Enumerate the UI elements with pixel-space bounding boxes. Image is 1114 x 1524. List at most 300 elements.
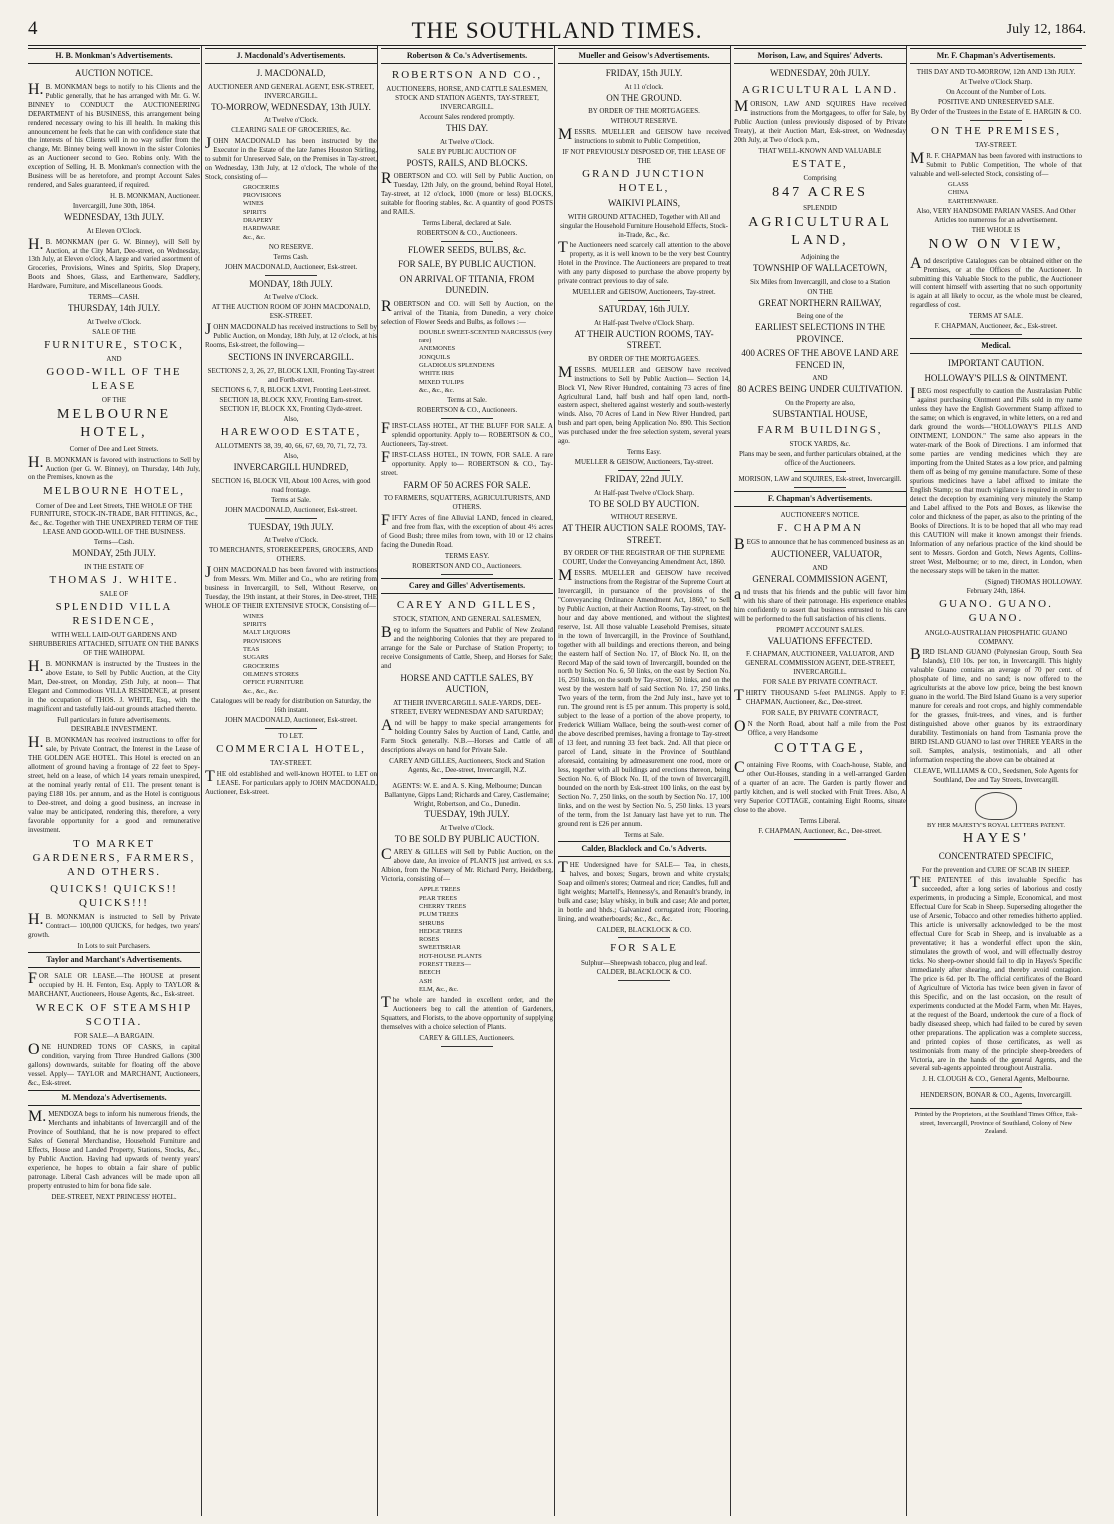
ad-line: ALLOTMENTS 38, 39, 40, 66, 67, 69, 70, 71, 72, 73.	[215, 442, 367, 451]
ad-heading: ON ARRIVAL OF TITANIA, FROM DUNEDIN.	[399, 273, 535, 296]
ad-line: SECTION 18, BLOCK XXV, Fronting Earn-street.	[219, 395, 363, 404]
list-item: GROCERIES	[243, 662, 280, 670]
ad-body: Beg to inform the Squatters and Public of New Zealand and the neighboring Colonies that they are prepared to arrange for the Sale or Purchase of Station Property; to receive Consignments of Cattle, Sheep, and Horses for Sale; and	[381, 624, 553, 670]
ad-line: At Half-past Twelve o'Clock Sharp.	[594, 488, 694, 497]
ad-line: In Lots to suit Purchasers.	[77, 942, 151, 951]
ad-line: SECTION 16, BLOCK VII, About 100 Acres, with good road frontage.	[211, 476, 371, 494]
ad-headline: HAREWOOD ESTATE,	[220, 426, 362, 439]
ad-headline: ROBERTSON AND CO.,	[391, 69, 543, 82]
ad-heading: TUESDAY, 19th JULY.	[424, 809, 510, 820]
ad-heading: SECTIONS IN INVERCARGILL.	[228, 352, 354, 363]
ad-heading: AT THEIR AUCTION ROOMS, TAY-STREET.	[574, 328, 714, 351]
ad-line: AUCTIONEER'S NOTICE.	[780, 511, 860, 520]
ad-heading: EARLIEST SELECTIONS IN THE PROVINCE.	[755, 322, 885, 344]
ad-heading: CONCENTRATED SPECIFIC,	[938, 850, 1054, 861]
item-list	[419, 329, 553, 396]
ad-body: MESSRS. MUELLER and GEISOW have received instructions from the Registrar of the Supreme Court at Invercargill, in pursuance of the provisions of the "Conveyancing Ordinance Amendment Act, 1860," to Sell by Public Auction, at their Auction Rooms, Tay-street, on the hour and day above mentioned, and without the slightest reserve, 1st. All those valuable Leasehold Premises, situate in the town of Invercargill, in the Province of Southland, together with all buildings and erections thereon, and being the eastern half of Section No. 17, of Block No. II, on the Record Map of the said town of Invercargill, bounded on the north by Section No. 6, 50 links, on the east by Section No. 16, 250 links, on the south by Tay-street, 50 links, and on the west by the western half of said Section No. 17, 250 links. Two years of the term, from the 2nd July inst., have yet to run. The ground rent is £5 per annum. This property is sold, subject to the lease of a portion of the above property, to Frederick William Wallace, being the south-west corner of the above described premises, having a frontage to Tay-street of 13 feet, and running 33 feet back. 2nd. All that piece or parcel of Land, situate in the Province of Southland aforesaid, containing by admeasurement one rood, more or less, together with all buildings and erections thereon, being Section No. 6, of Block No. II, of the town of Invercargill, bounded on the north by Esk-street 100 links, on the east by Section No. 7, 250 links, on the south by Section No. 17, 100 links, and on the west by Section No. 5, 250 links. 13 years of the term, from the 1st January last have yet to run. The ground rent is £26 per annum.	[558, 567, 730, 828]
ad-heading: HORSE AND CATTLE SALES, BY AUCTION,	[400, 672, 534, 695]
ad-heading: FOR SALE, BY PUBLIC AUCTION.	[398, 259, 536, 270]
section-header: Mr. F. Chapman's Advertisements.	[910, 48, 1082, 64]
ad-body: H.B. MONKMAN begs to notify to his Clients and the Public generally, that he has arranged with Mr. G. W. BINNEY to CONDUCT the AUCTIONEERING DEPARTMENT of his BUSINESS, this arrangement being rendered necessary owing to his ill health. In making this announcement he feels that he can with confidence state that the interests of his Clients will in no way suffer from the change, Mr. Binney being well known in the sister Colonies as an Auctioneer second to Geo. Robins only. With the exception of Selling, H. B. Monkman's connection with the Business will be as heretofore, and prompt Account Sales rendered, and Sales guaranteed, if required.	[28, 80, 200, 190]
column-1	[28, 48, 200, 1508]
ad-body: FOR SALE OR LEASE.—The HOUSE at present occupied by H. H. Fenton, Esq. Apply to TAYLOR & MARCHANT, Auctioneers, House Agents, &c., Esk-street.	[28, 970, 200, 999]
ad-body: MESSRS. MUELLER and GEISOW have received instructions to Sell by Public Auction— Section 14, Block VI, New River Hundred, containing 73 acres of fine Agricultural Land, half bush and half open land, north-eastern aspect, sheltered against westerly and south-westerly winds. Also, 70 Acres of Land in New River Hundred, part bush and part open, being Application No. 890. This Section was purchased under the free selection system, several years ago.	[558, 363, 730, 446]
ad-line: Terms Easy.	[626, 448, 662, 457]
ad-headline: COMMERCIAL HOTEL,	[216, 742, 366, 755]
ad-body: And will be happy to make special arrangements for holding Country Sales by Auction of Land, Cattle, and Farm Stock generally. N.B.—Horses and Cattle of all descriptions always on hand for Private Sale.	[381, 716, 553, 754]
ad-line: WITHOUT RESERVE.	[610, 513, 678, 522]
ad-divider	[794, 471, 846, 472]
ad-divider	[441, 241, 493, 242]
list-item: PROVISIONS	[243, 192, 282, 200]
ad-heading: MONDAY, 25th JULY.	[72, 548, 156, 559]
ad-line: ROBERTSON & CO., Auctioneers.	[416, 228, 518, 237]
ad-line: CLEAVE, WILLIAMS & CO., Seedsmen, Sole Agents for Southland, Dee and Tay Streets, Invercargill.	[913, 766, 1079, 784]
ad-display-headline: MELBOURNE HOTEL,	[56, 406, 172, 440]
ad-line: J. H. CLOUGH & CO., General Agents, Melbourne.	[922, 1075, 1070, 1084]
ad-line: DEE-STREET, NEXT PRINCESS' HOTEL.	[51, 1192, 177, 1201]
column-4	[558, 48, 730, 1508]
ad-line: F. CHAPMAN, Auctioneer, &c., Dee-street.	[758, 826, 882, 835]
ad-line: MUELLER & GEISOW, Auctioneers, Tay-street.	[574, 458, 714, 467]
ad-heading: POSTS, RAILS, AND BLOCKS.	[406, 157, 528, 168]
ad-heading: TO-MORROW, WEDNESDAY, 13th JULY.	[211, 101, 371, 112]
ad-heading: 400 ACRES OF THE ABOVE LAND ARE FENCED IN,	[741, 348, 899, 370]
ad-line: Terms Cash.	[273, 252, 309, 261]
ad-line: TERMS AT SALE.	[968, 312, 1024, 321]
ad-line: At Twelve o'Clock.	[263, 536, 319, 545]
ad-line: FOR SALE—A BARGAIN.	[74, 1032, 154, 1041]
ad-body: H.B. MONKMAN is instructed by the Trustees in the above Estate, to Sell by Public Auction, at the City Mart, Dee-street, on Monday, 25th July, at noon— That Elegant and Commodious VILLA RESIDENCE, at present in the occupation of THOS. J. WHITE, Esq., with the magnificent and tastefully laid-out grounds attached thereto.	[28, 657, 200, 713]
masthead	[28, 18, 1086, 44]
ad-body: JOHN MACDONALD has received instructions to Sell by Public Auction, on Monday, 18th July, at 12 o'clock, at his Rooms, Esk-street, the following—	[205, 321, 377, 350]
list-item: JONQUILS	[419, 353, 451, 361]
ad-line: Invercargill, June 30th, 1864.	[72, 202, 156, 211]
section-header: M. Mendoza's Advertisements.	[28, 1090, 200, 1106]
ad-line: ON THE	[807, 287, 833, 296]
ad-heading: THURSDAY, 14th JULY.	[68, 303, 160, 314]
list-item: APPLE TREES	[419, 886, 461, 894]
ad-body: H.B. MONKMAN has received instructions to offer for sale, by Private Contract, the Interest in the Lease of THE GOLDEN AGE HOTEL. This Hotel is erected on an allotment of ground having a frontage of 22 feet to Spey-street, held on a lease, of which 14 years remain unexpired, at the nominal yearly rental of £11. The present tenant is paying £188 10s. per annum, and as the Hotel is contiguous to Dee-street, and doing a good business, an increase in value may be anticipated, rendering this, therefore, a very favorable opportunity for a good and remunerative investment.	[28, 734, 200, 834]
ad-line: Terms Liberal.	[799, 816, 841, 825]
ad-headline: GOOD-WILL OF THE LEASE	[46, 365, 182, 392]
ad-line: TO MERCHANTS, STOREKEEPERS, GROCERS, AND OTHERS.	[208, 546, 374, 564]
ad-headline: ON THE PREMISES,	[931, 125, 1061, 137]
ad-signature: H. B. MONKMAN, Auctioneer.	[109, 192, 200, 201]
list-item: SPIRITS	[243, 621, 267, 629]
ad-line: Six Miles from Invercargill, and close to a Station	[749, 277, 891, 286]
list-item: BEECH	[419, 969, 441, 977]
ad-line: PROMPT ACCOUNT SALES.	[776, 626, 864, 634]
section-header: Taylor and Marchant's Advertisements.	[28, 952, 200, 968]
list-item: ROSES	[419, 936, 440, 944]
column-rule	[554, 46, 555, 1516]
ad-body: FIFTY Acres of fine Alluvial LAND, fenced in cleared, and free from flax, with the exception of about 4½ acres of Good Bush; three miles from town, with 10 or 12 chains facing the Dunedin Road.	[381, 512, 553, 550]
ad-body: M.MENDOZA begs to inform his numerous friends, the Merchants and inhabitants of Invercargill and of the Province of Southland, that he is now prepared to effect Sales of General Merchandise, Household Furniture and Effects, House and Landed Property, Stations, Stocks, &c., by Public Auction. Having had upwards of twenty years' experience, he hopes to obtain a fair share of public patronage. Liberal Cash advances will be made upon all property entrusted to him for bona fide sale.	[28, 1108, 200, 1190]
ad-line: At Half-past Twelve o'Clock Sharp.	[594, 318, 694, 327]
ad-line: Being one of the	[796, 312, 844, 321]
ad-line: ANGLO-AUSTRALIAN PHOSPHATIC GUANO COMPANY.	[924, 628, 1068, 646]
ad-line: TERMS EASY.	[444, 552, 490, 561]
ad-line: STOCK, STATION, AND GENERAL SALESMEN,	[393, 615, 541, 624]
ad-line: AUCTIONEERS, HORSE, AND CATTLE SALESMEN, STOCK AND STATION AGENTS, TAY-STREET, INVERCARGILL.	[386, 85, 548, 112]
ad-body: MR. F. CHAPMAN has been favored with instructions to Submit to Public Competition, The whole of that valuable and well-selected Stock, consisting of—	[910, 150, 1082, 178]
ad-line: SECTIONS 2, 3, 26, 27, BLOCK LXII, Fronting Tay-street and Forth-street.	[207, 366, 375, 384]
ad-line: MORISON, LAW and SQUIRES, Esk-street, Invercargill.	[738, 475, 902, 484]
ad-heading: AUCTION NOTICE.	[75, 68, 153, 79]
ad-line: Also,	[283, 452, 299, 461]
ad-divider	[970, 334, 1022, 335]
list-item: FOREST TREES—	[419, 961, 471, 969]
section-header: Medical.	[910, 338, 1082, 354]
ad-line: February 24th, 1864.	[966, 587, 1026, 596]
ad-divider	[265, 275, 317, 276]
ad-heading: TO BE SOLD BY AUCTION.	[588, 498, 700, 509]
masthead-rule	[28, 45, 1086, 46]
ad-line: WITHOUT RESERVE.	[610, 117, 678, 126]
list-item: HEDGE TREES	[419, 927, 463, 935]
ad-divider	[794, 839, 846, 840]
ad-line: TERMS—CASH.	[88, 293, 140, 302]
ad-line: Full particulars in future advertisements.	[57, 715, 171, 724]
ad-line: THE WHOLE IS	[971, 225, 1021, 234]
ad-body: BEGS to announce that he has commenced business as an	[734, 536, 905, 554]
column-rule	[730, 46, 731, 1516]
ad-headline: SPLENDID VILLA RESIDENCE,	[55, 600, 173, 627]
ad-divider	[265, 518, 317, 519]
ad-body: THIRTY THOUSAND 5-feet PALINGS. Apply to F. CHAPMAN, Auctioneer, &c., Dee-street.	[734, 687, 906, 707]
ad-line: IF NOT PREVIOUSLY DISPOSED OF, THE LEASE OF THE	[562, 148, 726, 165]
ad-line: F. CHAPMAN, AUCTIONEER, VALUATOR, AND GENERAL COMMISSION AGENT, DEE-STREET, INVERCARGILL.	[745, 650, 895, 677]
ad-line: AGENTS: W. E. and A. S. King, Melbourne; Duncan Ballantyne, Gipps Land; Richards and Carey, Castlemaine; Wright, Robertson, and Co., Dunedin.	[384, 781, 550, 808]
list-item: WINES	[243, 612, 264, 620]
ad-line: TO LET.	[278, 731, 304, 740]
section-header: F. Chapman's Advertisements.	[734, 491, 906, 507]
list-item: GROCERIES	[243, 183, 280, 191]
ad-line: BY ORDER OF THE REGISTRAR OF THE SUPREME COURT, Under the Conveyancing Amendment Act, 1860.	[562, 549, 726, 567]
newspaper-title: THE SOUTHLAND TIMES.	[411, 18, 703, 43]
ad-line: At Eleven O'Clock.	[86, 226, 142, 235]
ad-headline: TO MARKET GARDENERS, FARMERS, AND OTHERS.	[32, 837, 196, 879]
royal-arms-emblem	[975, 792, 1017, 820]
ad-heading: FLOWER SEEDS, BULBS, &c.	[407, 244, 526, 255]
ad-headline: THOMAS J. WHITE.	[49, 573, 179, 586]
ad-line: SALE BY PUBLIC AUCTION OF	[417, 147, 517, 156]
ad-line: Account Sales rendered promptly.	[419, 113, 515, 122]
column-2	[205, 48, 377, 1508]
list-item: MALT LIQUORS	[243, 629, 291, 637]
ad-line: Terms Liberal, declared at Sale.	[422, 218, 512, 227]
ad-line: MUELLER and GEISOW, Auctioneers, Tay-street.	[572, 288, 716, 297]
ad-divider	[970, 788, 1022, 789]
ad-heading: FARM OF 50 ACRES FOR SALE.	[403, 479, 531, 490]
printer-imprint: Printed by the Proprietors, at the Southland Times Office, Esk-street, Invercargill, Province of Southland, Colony of New Zealand.	[910, 1108, 1082, 1136]
item-list	[243, 613, 377, 696]
ad-line: On the Property are also,	[785, 398, 855, 407]
list-item: PROVISIONS	[243, 637, 282, 645]
ad-heading: FRIDAY, 22nd JULY.	[604, 474, 684, 485]
ad-divider	[441, 574, 493, 575]
ad-line: Plans may be seen, and further particulars obtained, at the office of the Auctioneers.	[739, 450, 901, 468]
ad-line: SALE OF THE	[92, 327, 136, 336]
ad-body: The whole are handed in excellent order, and the Auctioneers beg to call the attention of Gardeners, Squatters, and Florists, to the above opportunity of supplying themselves with a choice selection of Plants.	[381, 994, 553, 1032]
ad-headline: GUANO. GUANO. GUANO.	[939, 598, 1053, 625]
section-header: H. B. Monkman's Advertisements.	[28, 48, 200, 64]
section-header: Carey and Gilles' Advertisements.	[381, 578, 553, 594]
ad-line: TAY-STREET.	[975, 141, 1017, 150]
ad-display-headline: NOW ON VIEW,	[928, 236, 1064, 252]
ad-divider	[441, 778, 493, 779]
ad-heading: SATURDAY, 16th JULY.	[598, 304, 690, 315]
ad-line: AUCTIONEER AND GENERAL AGENT, ESK-STREET, INVERCARGILL.	[208, 82, 374, 100]
ad-divider	[441, 418, 493, 419]
ad-line: By Order of the Trustees in the Estate of E. HARGIN & CO.	[910, 108, 1082, 117]
column-rule	[201, 46, 202, 1516]
ad-body: H.B. MONKMAN is favored with instructions to Sell by Auction (per G. W. Binney), on Thursday, 14th July, on the Premises, known as the	[28, 453, 200, 482]
list-item: SPIRITS	[243, 208, 267, 216]
ad-line: OF THE	[101, 395, 127, 404]
ad-headline: FARM BUILDINGS,	[757, 424, 883, 437]
ad-divider	[441, 1046, 493, 1047]
ad-line: Catalogues will be ready for distribution on Saturday, the 16th instant.	[210, 696, 372, 714]
list-item: SWEETBRIAR	[419, 944, 461, 952]
ad-line: SECTIONS 6, 7, 8, BLOCK LXVI, Fronting Leet-street.	[211, 385, 371, 394]
ad-divider	[265, 728, 317, 729]
ad-signature: (Signed) THOMAS HOLLOWAY.	[985, 577, 1082, 586]
list-item: PLUM TREES	[419, 911, 459, 919]
ad-line: Corner of Dee and Leet Streets, THE WHOLE OF THE FURNITURE, STOCK-IN-TRADE, BAR FITTINGS, &c., &c., &c. Together with THE UNEXPIRED TERM OF THE LEASE AND GOOD-WILL OF THE BUSINESS.	[29, 501, 199, 537]
ad-heading: FRIDAY, 15th JULY.	[605, 68, 683, 79]
ad-heading: VALUATIONS EFFECTED.	[767, 635, 873, 646]
list-item: GLASS	[948, 180, 969, 188]
list-item: &c., &c., &c.	[243, 687, 279, 695]
list-item: DOUBLE SWEET-SCENTED NARCISSUS (very rare)	[419, 328, 553, 344]
list-item: HARDWARE	[243, 225, 280, 233]
ad-line: On Account of the Number of Lots.	[946, 88, 1046, 97]
ad-line: CALDER, BLACKLOCK & CO.	[596, 968, 692, 977]
ad-line: At Twelve o'Clock.	[263, 116, 319, 125]
ad-body: The Auctioneers need scarcely call attention to the above property, as it is well known to be the very best Country Hotel in the Province. The Auctioneers are prepared to treat with any party disposed to purchase the above property by private contract previous to day of sale.	[558, 239, 730, 286]
ad-line: TO FARMERS, SQUATTERS, AGRICULTURISTS, AND OTHERS.	[383, 494, 551, 512]
ad-line: THAT WELL-KNOWN AND VALUABLE	[758, 146, 882, 155]
ad-heading: TOWNSHIP OF WALLACETOWN,	[753, 263, 887, 274]
ad-line: At 11 o'clock.	[624, 82, 664, 91]
ad-line: POSITIVE AND UNRESERVED SALE.	[937, 98, 1055, 107]
ad-body: THE old established and well-known HOTEL to LET on LEASE. For particulars apply to JOHN MACDONALD, Auctioneer, Esk-street.	[205, 767, 377, 796]
ad-line: At Twelve o'Clock.	[263, 293, 319, 302]
ad-line: BY ORDER OF THE MORTGAGEES.	[588, 107, 700, 116]
ad-line: TAY-STREET.	[270, 758, 312, 767]
ad-line: CAREY & GILLES, Auctioneers.	[419, 1034, 515, 1043]
ad-body: FIRST-CLASS HOTEL, AT THE BLUFF FOR SALE. A splendid opportunity. Apply to— ROBERTSON & CO., Auctioneers, Tay-street.	[381, 420, 553, 448]
ad-line: Comprising	[803, 173, 837, 182]
ad-line: STOCK YARDS, &c.	[789, 440, 851, 449]
list-item: SUGARS	[243, 654, 269, 662]
list-item: PEAR TREES	[419, 894, 457, 902]
ad-display-headline: 847 ACRES	[772, 184, 868, 200]
section-header: Morison, Law, and Squires' Adverts.	[734, 48, 906, 64]
list-item: OFFICE FURNITURE	[243, 679, 304, 687]
page-number: 4	[28, 18, 38, 39]
ad-body: IBEG most respectfully to caution the Australasian Public against purchasing Ointment and Pills sold in my name unless they have the English Government Stamp affixed to the same; on which is engraved, in white letters, on a red and dark ground the words—"HOLLOWAY'S PILLS AND OINTMENT, LONDON." The same also appears in the water-mark of the Book of Directions. I am informed that some parties are vending medicines which they are importing from the United States as a low price, and palming them off as being of my genuine manufacture. Some of these spurious medicines have a label affixed to imitate the English Stamp; so that much vigilance is required in order to detect the deception by examining very minutely the Stamp and Label affixed to the Pots and Boxes, as likewise the color and thickness of the paper, as also to the printing of the Books of Directions. It is to be hoped that all who may read this CAUTION will make it known amongst their friends. Information of any nefarious practice of the kind should be sent to Messrs. Gordon and Gotch, News Agents, Collins-street West, Melbourne; or to me, direct, in London, when the necessary steps will be taken in the matter.	[910, 385, 1082, 575]
ad-body: JOHN MACDONALD has been instructed by the Executor in the Estate of the late James Houston Stirling, to submit for Unreserved Sale, on the Premises in Tay-street, on Wednesday, 13th July, at 12 o'clock, The whole of the Stock, consisting of—	[205, 135, 377, 181]
patent-text: BY HER MAJESTY'S ROYAL LETTERS PATENT.	[927, 821, 1065, 829]
ad-divider	[618, 300, 670, 301]
ad-line: Sulphur—Sheepwash tobacco, plug and leaf.	[581, 958, 707, 967]
list-item: GLADIOLUS SPLENDENS	[419, 361, 495, 369]
list-item: OILMEN'S STORES	[243, 671, 299, 678]
ad-headline: ESTATE,	[792, 157, 848, 170]
ad-line: For the prevention and CURE OF SCAB IN SHEEP.	[922, 865, 1070, 874]
ad-body: JOHN MACDONALD has been favored with instructions from Messrs. Wm. Miller and Co., who are retiring from business in Invercargill, to Sell, Without Reserve, on Tuesday, the 19th instant, at their Stores, in Dee-street, THE WHOLE OF THEIR EXTENSIVE STOCK, Consisting of—	[205, 564, 377, 610]
list-item: WHITE IRIS	[419, 370, 454, 378]
ad-line: AND	[812, 563, 828, 572]
ad-display-headline: COTTAGE,	[774, 741, 866, 757]
ad-divider	[970, 1103, 1022, 1104]
list-item: DRAPERY	[243, 217, 273, 225]
ad-heading: GREAT NORTHERN RAILWAY,	[758, 297, 882, 308]
ad-heading: AUCTIONEER, VALUATOR,	[770, 549, 882, 560]
section-header: Mueller and Geisow's Advertisements.	[558, 48, 730, 64]
ad-divider	[618, 470, 670, 471]
ad-line: CLEARING SALE OF GROCERIES, &c.	[231, 126, 351, 135]
ad-display-headline: AGRICULTURAL LAND,	[748, 215, 892, 249]
list-item: ELM, &c., &c.	[419, 986, 459, 994]
ad-line: ROBERTSON & CO., Auctioneers.	[416, 406, 518, 415]
ad-line: BY ORDER OF THE MORTGAGEES.	[588, 354, 700, 363]
ad-heading: WEDNESDAY, 13th JULY.	[64, 212, 164, 223]
section-header: J. Macdonald's Advertisements.	[205, 48, 377, 64]
ad-body: ON the North Road, about half a mile from the Post Office, a very Handsome	[734, 718, 906, 738]
ad-line: CAREY AND GILLES, Auctioneers, Stock and Station Agents, &c., Dee-street, Invercargill, N.Z.	[389, 756, 545, 774]
ad-line: AT THE AUCTION ROOM OF JOHN MACDONALD, ESK-STREET.	[211, 303, 371, 321]
ad-line: At Twelve o'Clock.	[86, 317, 142, 326]
ad-body: ROBERTSON and CO. will Sell by Public Auction, on Tuesday, 12th July, on the ground, behind Royal Hotel, Tay-street, at 12 o'clock, 1000 (more or less) BLOCKS, suitable for flooring stables, &c. A quantity of good POSTS and RAILS.	[381, 170, 553, 216]
ad-heading: AT THEIR AUCTION SALE ROOMS, TAY-STREET.	[562, 523, 726, 545]
list-item: &c., &c.	[243, 233, 266, 241]
ad-line: Corner of Dee and Leet Streets.	[69, 444, 159, 453]
column-6	[910, 48, 1082, 1508]
ad-body: BIRD ISLAND GUANO (Polynesian Group, South Sea Islands), £10 10s. per ton, in Invercargill. This highly valuable Guano contains an average of 70 per cent. of phosphate of lime, and no sand; is now offered to the agriculturists at the above low price, being the best known guano in the world. The Bird Island Guano is a very superior manure for cereals and root crops, and highly commendable for the grasses, fruit-trees, and vines, and is further distinguished above other guanos by its extraordinary durability. Testimonials on hand from Tasmania prove the BIRD ISLAND GUANO to last over THREE YEARS in the soil. Samples, analysis, testimonials, and all other information respecting the above can be obtained at	[910, 646, 1082, 764]
ad-heading: SUBSTANTIAL HOUSE,	[772, 408, 868, 419]
ad-headline: CAREY AND GILLES,	[396, 599, 538, 612]
ad-line: SALE OF	[99, 589, 129, 598]
ad-heading: MONDAY, 18th JULY.	[249, 278, 333, 289]
ad-line: CALDER, BLACKLOCK & CO.	[596, 925, 692, 934]
ad-line: Adjoining the	[800, 253, 840, 262]
ad-heading: GENERAL COMMISSION AGENT,	[752, 573, 888, 584]
ad-headline: GRAND JUNCTION HOTEL,	[582, 167, 706, 195]
ad-headline: QUICKS! QUICKS!! QUICKS!!!	[50, 883, 178, 910]
item-list	[243, 184, 377, 242]
ad-headline: AGRICULTURAL LAND.	[741, 83, 899, 96]
ad-body: MESSRS. MUELLER and GEISOW have received instructions to submit to Public Competition,	[558, 126, 730, 146]
ad-line: NO RESERVE.	[268, 243, 314, 252]
item-list	[948, 181, 1082, 206]
ad-line: FOR SALE, BY PRIVATE CONTRACT,	[761, 709, 879, 718]
ad-body: THE Undersigned have for SALE— Tea, in chests, halves, and boxes; Sugars, brown and white crystals; Soap and oilmen's stores; Oatmeal and rice; Candles, full and light weights; Martell's, Hennessy's, and Renault's brandy, in bulk and case; Islay whisky, in bulk and case; Ale and porter, in bottle and hhds.; Galvanized corrugated iron; Flooring, lining, and weatherboards; &c., &c., &c.	[558, 858, 730, 923]
ad-line: AND	[812, 374, 828, 383]
ad-line: AND	[106, 354, 122, 363]
list-item: &c., &c., &c.	[419, 386, 455, 394]
ad-divider	[618, 980, 670, 981]
royal-patent-notice	[910, 792, 1082, 830]
ad-body: FIRST-CLASS HOTEL, IN TOWN, FOR SALE. A rare opportunity. Apply to— ROBERTSON & CO., Tay-street.	[381, 448, 553, 477]
ad-heading: IMPORTANT CAUTION.	[947, 358, 1045, 369]
ad-body: Containing Five Rooms, with Coach-house, Stable, and other Out-Houses, standing in a well-arranged Garden of a quarter of an acre. The Garden is partly flower and partly kitchen, and is well stocked with Fruit Trees. Also, A very Superior COTTAGE, containing Eight Rooms, situate close to the above.	[734, 758, 906, 814]
item-list	[419, 886, 553, 994]
ad-line: IN THE ESTATE OF	[84, 562, 144, 571]
list-item: CHINA	[948, 189, 969, 197]
column-5	[734, 48, 906, 1508]
ad-line: Also, VERY HANDSOME PARIAN VASES. And Other Articles too numerous for an advertisement.	[916, 206, 1076, 224]
ad-headline: WRECK OF STEAMSHIP SCOTIA.	[35, 1002, 193, 1029]
ad-line: WITH GROUND ATTACHED, Together with All and singular the Household Furniture Household Effects, Stock-in-Trade, &c., &c.	[559, 212, 729, 239]
list-item: SHRUBS	[419, 919, 445, 927]
ad-line: SECTION 1F, BLOCK XX, Fronting Clyde-street.	[219, 405, 363, 414]
ad-body: ONE HUNDRED TONS OF CASKS, in capital condition, varying from Three Hundred Gallons (300 gallons) downwards, suitable for floating off the above vessel. Apply— TAYLOR and MARCHANT, Auctioneers, &c., Esk-street.	[28, 1041, 200, 1088]
ad-heading: TO BE SOLD BY PUBLIC AUCTION.	[394, 833, 540, 844]
ad-headline: FURNITURE, STOCK,	[44, 338, 184, 351]
list-item: TEAS	[243, 646, 260, 654]
ad-line: JOHN MACDONALD, Auctioneer, Esk-street.	[224, 262, 358, 271]
ad-line: Terms at Sale.	[447, 396, 487, 405]
ad-headline: F. CHAPMAN	[777, 522, 863, 535]
ad-heading: 80 ACRES BEING UNDER CULTIVATION.	[737, 384, 903, 395]
ad-heading: WAIKIVI PLAINS,	[608, 198, 680, 209]
ad-line: JOHN MACDONALD, Auctioneer, Esk-street.	[224, 505, 358, 514]
ad-body: ROBERTSON and CO. will Sell by Auction, on the arrival of the Titania, from Dunedin, a very choice selection of Flower Seeds and Bulbs, as follows :—	[381, 297, 553, 326]
ad-line: At Twelve o'Clock Sharp.	[959, 78, 1033, 87]
ad-display-headline: HAYES'	[963, 831, 1029, 847]
ad-body: H.B. MONKMAN (per G. W. Binney), will Sell by Auction, at the City Mart, Dee-street, on Wednesday, 13th July, at Eleven o'clock, A large and varied assortment of Groceries, Provisions, Wines and Spirits, Slop Drapery, Boots and Shoes, Glass, and Earthenware, Saddlery, Hardware, Furniture, and Miscellaneous Goods.	[28, 235, 200, 291]
ad-heading: THIS DAY.	[445, 123, 488, 134]
ad-heading: TUESDAY, 19th JULY.	[248, 521, 334, 532]
list-item: EARTHENWARE.	[948, 197, 998, 205]
ad-line: Terms—Cash.	[93, 538, 135, 547]
column-3	[381, 48, 553, 1508]
ad-line: ROBERTSON AND CO., Auctioneers.	[412, 561, 522, 570]
ad-body: and trusts that his friends and the public will favor him with his share of their patronage. His experience enables him confidently to assert that business entrusted to his care will be performed to the full satisfaction of his clients.	[734, 586, 906, 624]
ad-heading: HOLLOWAY'S PILLS & OINTMENT.	[924, 372, 1068, 383]
ad-divider	[970, 1087, 1022, 1088]
section-header: Robertson & Co.'s Advertisements.	[381, 48, 553, 64]
ad-line: HENDERSON, BONAR & CO., Agents, Invercargill.	[920, 1091, 1072, 1100]
list-item: CHERRY TREES	[419, 902, 467, 910]
list-item: ASH	[419, 977, 433, 985]
list-item: HOT-HOUSE PLANTS	[419, 952, 482, 960]
list-item: WINES	[243, 200, 264, 208]
ad-divider	[618, 937, 670, 938]
ad-headline: FOR SALE	[610, 942, 678, 955]
ad-line: Terms at Sale.	[271, 495, 311, 504]
ad-line: At Twelve o'Clock.	[439, 823, 495, 832]
ad-line: At Twelve o'Clock.	[439, 137, 495, 146]
ad-heading: INVERCARGILL HUNDRED,	[233, 462, 349, 473]
list-item: ANEMONES	[419, 345, 456, 353]
ad-body: And descriptive Catalogues can be obtained either on the Premises, or at the Offices of the Auctioneer. In submitting this Valuable Stock to the public, the Auctioneer will content himself with asserting that no such opportunity is again at all likely to occur, as the whole must be cleared, regardless of cost.	[910, 254, 1082, 310]
ad-body: MORISON, LAW AND SQUIRES Have received instructions from the Mortgagees, to offer for Sale, by Public Auction (unless previously disposed of by Private Treaty), at their Auction Mart, Esk-street, on Wednesday 20th July, at Two o'clock p.m.,	[734, 97, 906, 144]
ad-body: CAREY & GILLES will Sell by Public Auction, on the above date, An invoice of PLANTS just arrived, ex s.s. Albion, from the Nursery of Mr. Richard Perry, Heidelberg, Victoria, consisting of—	[381, 846, 553, 884]
ad-line: AT THEIR INVERCARGILL SALE-YARDS, DEE-STREET, EVERY WEDNESDAY AND SATURDAY;	[390, 698, 544, 716]
ad-line: DESIRABLE INVESTMENT.	[70, 725, 158, 734]
ad-headline: MELBOURNE HOTEL,	[43, 485, 185, 498]
ad-line: WITH WELL LAID-OUT GARDENS AND SHRUBBERIES ATTACHED, SITUATE ON THE BANKS OF THE WAIHOPAI.	[29, 630, 199, 657]
list-item: MIXED TULIPS	[419, 378, 464, 386]
ad-divider	[794, 487, 846, 488]
ad-heading: J. MACDONALD,	[256, 68, 326, 79]
ad-heading: WEDNESDAY, 20th JULY.	[770, 68, 870, 79]
